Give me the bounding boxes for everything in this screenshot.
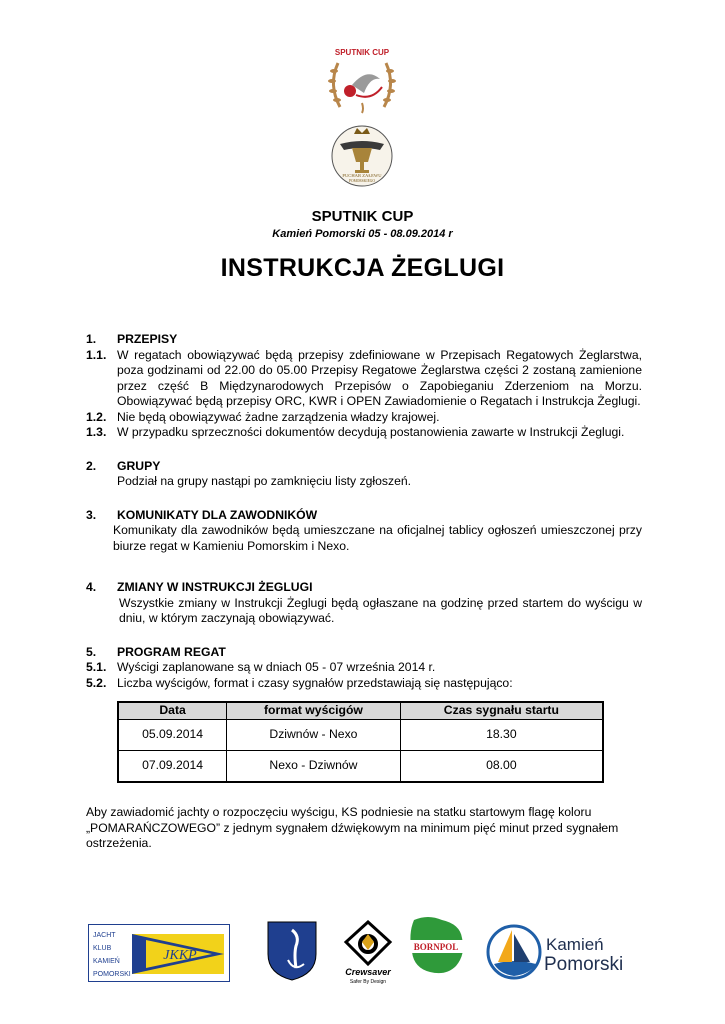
- column-header: format wyścigów: [227, 702, 401, 720]
- crewsaver-tagline: Safer By Design: [349, 979, 387, 985]
- item-text: W regatach obowiązywać będą przepisy zdefiniowane w Przepisach Regatowych Żeglarstwa, poza godzinami od 22.00 do 05.00 Przepisy Regatowe Żeglarstwa części 2 zostaną zamienione przez część B Międzynarodowych Przepisów o Zapobieganiu Zderzeniom na Morzu. Obowiązywać będą przepisy ORC, KWR i OPEN Zawiadomienie o Regatach i Instrukcja Żeglugi.: [117, 347, 642, 408]
- section-number: 2.: [86, 458, 97, 473]
- section-number: 4.: [86, 580, 97, 594]
- section-heading: [86, 645, 642, 661]
- column-header: Data: [118, 702, 227, 720]
- table-cell: 18.30: [400, 720, 603, 751]
- item-text: W przypadku sprzeczności dokumentów decydują postanowienia zawarte w Instrukcji Żeglugi.: [117, 425, 625, 439]
- item-number: 5.1.: [86, 660, 107, 674]
- jkkp-line-4: POMORSKI: [93, 971, 131, 978]
- item-number: 1.2.: [86, 409, 107, 424]
- item-number: 1.1.: [86, 347, 107, 362]
- sponsor-logos: [0, 912, 725, 992]
- item-number: 1.3.: [86, 425, 107, 439]
- table-cell: 05.09.2014: [118, 720, 227, 751]
- column-header: Czas sygnału startu: [400, 702, 603, 720]
- schedule-table: [117, 701, 604, 783]
- table-header-row: [118, 702, 603, 720]
- section-text: Wszystkie zmiany w Instrukcji Żeglugi będą ogłaszane na godzinę przed startem do wyścigu w dniu, w którym zaczynają obowiązywać.: [119, 595, 642, 625]
- kamien-line-2: Pomorski: [544, 954, 624, 975]
- jkkp-line-3: KAMIEŃ: [93, 958, 120, 965]
- section-title: PRZEPISY: [117, 332, 178, 346]
- event-title: SPUTNIK CUP: [311, 208, 414, 225]
- event-place-date: Kamień Pomorski 05 - 08.09.2014 r: [272, 228, 453, 240]
- table-row: [118, 751, 603, 783]
- table-cell: 07.09.2014: [118, 751, 227, 783]
- table-cell: Nexo - Dziwnów: [227, 751, 401, 783]
- document-body: [86, 332, 642, 852]
- puchar-zalewu-logo-text2: POMORSKIEGO: [349, 179, 375, 183]
- list-item: [86, 410, 642, 426]
- item-text: Wyścigi zaplanowane są w dniach 05 - 07 września 2014 r.: [117, 660, 436, 674]
- table-row: [118, 720, 603, 751]
- section-text: Komunikaty dla zawodników będą umieszczane na oficjalnej tablicy ogłoszeń umieszczonej przy biurze regat w Kamieniu Pomorskim i Nexo.: [113, 523, 642, 553]
- item-text: Nie będą obowiązywać żadne zarządzenia władzy krajowej.: [117, 409, 440, 424]
- list-item: [86, 676, 642, 692]
- puchar-zalewu-logo: [330, 124, 394, 188]
- bornpol-logo: [406, 914, 466, 978]
- section-number: 5.: [86, 644, 97, 659]
- section-heading: [86, 580, 642, 596]
- list-item: [86, 660, 642, 676]
- section-title: PROGRAM REGAT: [117, 644, 226, 659]
- jkkp-line-1: JACHT: [93, 932, 116, 939]
- document-title: INSTRUKCJA ŻEGLUGI: [220, 254, 505, 282]
- kamien-pomorski-logo: [486, 920, 638, 982]
- section-title: ZMIANY W INSTRUKCJI ŻEGLUGI: [117, 580, 313, 594]
- section-number: 3.: [86, 507, 97, 522]
- list-item: [86, 425, 642, 441]
- coat-of-arms-icon: [266, 920, 318, 982]
- start-signal-notice: Aby zawiadomić jachty o rozpoczęciu wyścigu, KS podniesie na statku startowym flagę koloru „POMARAŃCZOWEGO” z jednym sygnałem dźwiękowym na minimum pięć minut przed sygnałem ostrzeżenia.: [86, 805, 619, 850]
- list-item: [86, 348, 642, 410]
- section-text: Podział na grupy nastąpi po zamknięciu listy zgłoszeń.: [117, 474, 412, 488]
- crewsaver-name: Crewsaver: [345, 967, 391, 977]
- jkkp-mark: JKKP: [163, 948, 197, 963]
- table-cell: 08.00: [400, 751, 603, 783]
- jkkp-logo: [88, 924, 230, 982]
- section-heading: [86, 459, 642, 475]
- item-text: Liczba wyścigów, format i czasy sygnałów przedstawiają się następująco:: [117, 675, 513, 690]
- puchar-zalewu-logo-text: PUCHAR ZAŁEWU: [342, 173, 382, 178]
- bornpol-name: BORNPOL: [413, 942, 459, 952]
- sputnik-cup-logo: [322, 45, 402, 115]
- section-title: GRUPY: [117, 458, 161, 473]
- section-number: 1.: [86, 332, 97, 346]
- kamien-line-1: Kamień: [546, 935, 604, 954]
- jkkp-line-2: KLUB: [93, 945, 112, 952]
- section-title: KOMUNIKATY DLA ZAWODNIKÓW: [117, 507, 318, 522]
- sputnik-cup-logo-text: SPUTNIK CUP: [334, 48, 390, 57]
- crewsaver-logo: [338, 920, 398, 986]
- section-heading: [86, 508, 642, 524]
- section-heading: [86, 332, 642, 348]
- table-cell: Dziwnów - Nexo: [227, 720, 401, 751]
- item-number: 5.2.: [86, 675, 107, 690]
